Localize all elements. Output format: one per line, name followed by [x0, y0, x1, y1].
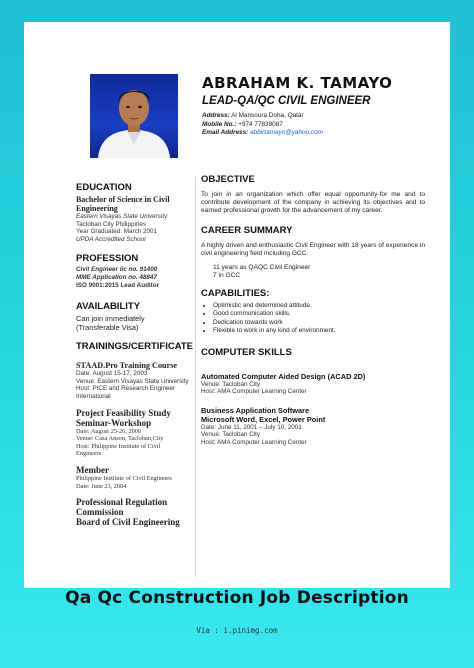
availability-line-1: Can join immediately [76, 314, 145, 324]
capability-item: • Dedication towards work [213, 319, 425, 327]
training-2-date: Date: August 25-26, 2000 [76, 427, 142, 435]
training-2-title-2: Seminar-Workshop [76, 417, 152, 428]
degree-line-2: Engineering [76, 204, 118, 213]
computer-skill-2-title-1: Business Application Software [201, 405, 310, 415]
career-line-2: 7 in GCC [213, 272, 241, 279]
profession-line-1: Civil Engineer lic no. 91400 [76, 266, 158, 274]
computer-skill-2-host: Host: AMA Computer Learning Center [201, 439, 307, 446]
accreditation: UPDA Accredited School [76, 235, 146, 243]
training-2-host: Host: Philippine Institute of Civil [76, 442, 161, 450]
education-heading: EDUCATION [76, 182, 132, 193]
training-1-date: Date: August 15-17, 2003 [76, 370, 148, 378]
capability-item: • Optimistic and determined attitude. [213, 302, 425, 310]
capability-item: • Good communication skills. [213, 310, 425, 318]
mobile-label: Mobile No.: [202, 120, 237, 128]
address-line [202, 112, 323, 121]
training-2-title-1: Project Feasibility Study [76, 407, 171, 418]
capabilities-heading: CAPABILITIES: [201, 288, 270, 299]
objective-heading: OBJECTIVE [201, 174, 255, 185]
mobile-value: +974 77839087 [238, 120, 283, 128]
computer-skill-1-venue: Venue: Tacloban City [201, 380, 261, 388]
computer-skills-heading: COMPUTER SKILLS [201, 346, 292, 358]
left-column [76, 182, 204, 527]
email-line [202, 129, 323, 138]
capability-item: • Flexible to work in any kind of environment. [213, 327, 425, 335]
email-link[interactable]: abbirtamayo@yahoo.com [250, 129, 323, 137]
contact-block [202, 112, 323, 138]
trainings-heading: TRAININGS/CERTIFICATE [76, 341, 193, 353]
training-1-host: Host: PICE and Research Engineer [76, 385, 176, 393]
member-date: Date: June 23, 2004 [76, 482, 127, 490]
prc-title-3: Board of Civil Engineering [76, 517, 180, 528]
training-1-host-cont: International [76, 392, 111, 400]
degree-line-1: Bachelor of Science in Civil [76, 195, 170, 204]
profession-line-2: MME Application no. 48847 [76, 273, 157, 281]
right-column [201, 174, 425, 447]
member-title: Member [76, 464, 109, 475]
member-org: Philippine Institute of Civil Engineers [76, 474, 172, 482]
computer-skill-1-title: Automated Computer Aided Design (ACAD 2D) [201, 371, 366, 381]
school-name: Eastern Visayas State University [76, 213, 168, 220]
computer-skill-2-title-2: Microsoft Word, Excel, Power Point [201, 414, 326, 424]
graduation-year: Year Graduated: March 2001 [76, 228, 157, 236]
training-2-venue: Venue: Casa Anson, Tacloban,City [76, 435, 164, 443]
profile-photo [90, 74, 178, 158]
career-line-1: 11 years as QAQC Civil Engineer [213, 264, 311, 271]
career-heading: CAREER SUMMARY [201, 225, 293, 236]
capabilities-list [201, 302, 425, 336]
candidate-job-title: LEAD-QA/QC CIVIL ENGINEER [202, 95, 371, 107]
source-credit: Via : i.pinimg.com [196, 626, 278, 635]
page-caption: Qa Qc Construction Job Description [65, 588, 409, 608]
email-label: Email Address: [202, 129, 249, 137]
computer-skill-1-host: Host: AMA Computer Learning Center [201, 388, 307, 396]
profession-heading: PROFESSION [76, 253, 139, 265]
address-label: Address: [202, 112, 230, 119]
availability-heading: AVAILABILITY [76, 301, 141, 313]
prc-title-2: Commission [76, 507, 124, 518]
candidate-name: ABRAHAM K. TAMAYO [202, 74, 393, 92]
mobile-line [202, 121, 323, 130]
training-1-venue: Venue: Eastern Visayas State University [76, 377, 189, 385]
training-2-host-cont: Engineers [76, 450, 102, 458]
training-1-title: STAAD.Pro Training Course [76, 361, 178, 371]
resume-page [24, 22, 450, 588]
career-text: A highly driven and enthusiastic Civil Engineer with 18 years of experience in civil engineering field including GCC. [201, 242, 425, 257]
availability-line-2: (Transferable Visa) [76, 323, 139, 333]
computer-skill-2-date: Date: June 11, 2001 – July 10, 2001 [201, 423, 302, 431]
profession-line-3: ISO 9001:2015 Lead Auditor [76, 281, 160, 289]
school-location: Tacloban City Philippines [76, 220, 147, 228]
address-value: Al Mansoura Doha, Qatar [231, 112, 304, 119]
prc-title-1: Professional Regulation [76, 497, 168, 508]
objective-text: To join in an organization which offer equal opportunity-for me and to contribute development of the company in achieving its objectives and to earned professional growth for the advancement of my career. [201, 191, 425, 214]
computer-skill-2-venue: Venue: Tacloban City [201, 431, 261, 439]
